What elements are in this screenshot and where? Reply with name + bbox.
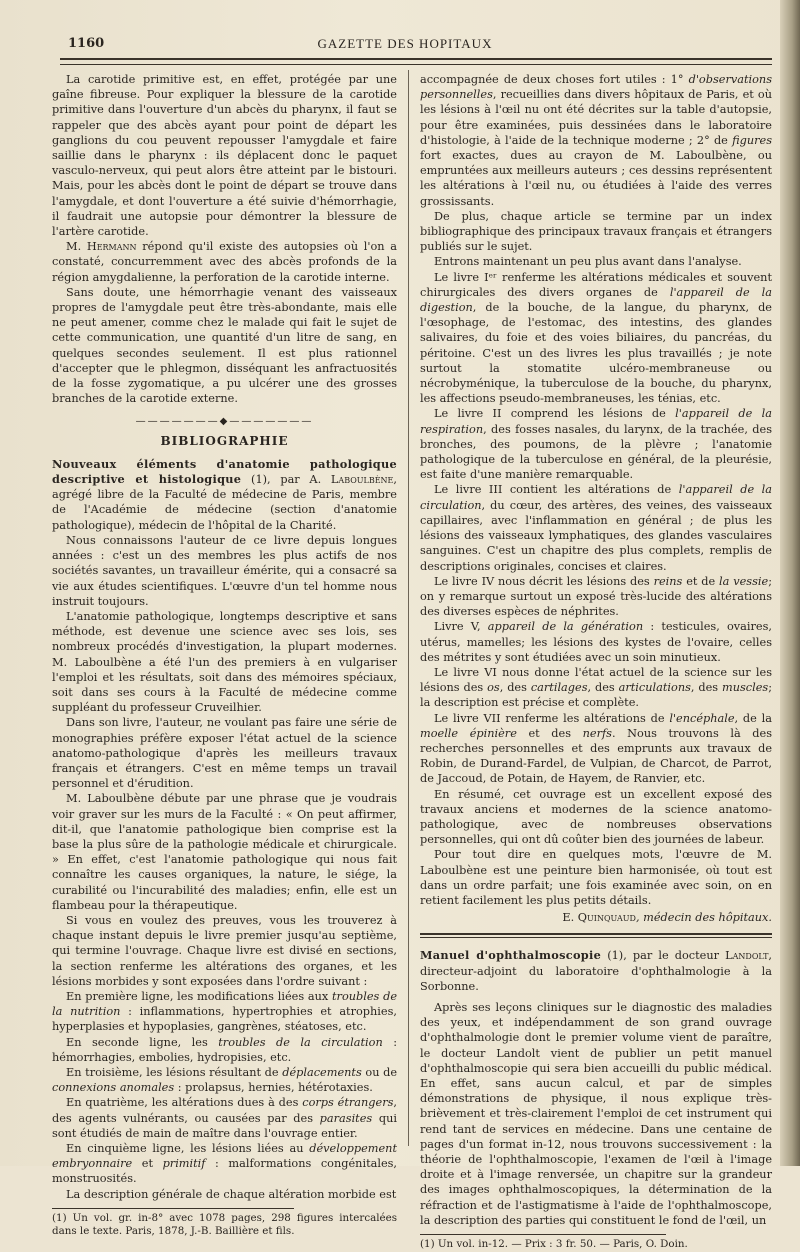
section-title: BIBLIOGRAPHIE	[160, 433, 289, 448]
paragraph: Entrons maintenant un peu plus avant dans l'analyse.	[434, 255, 742, 269]
right-column	[420, 72, 772, 1252]
paragraph: En cinquième ligne, les lésions liées au développement embryonnaire et primitif : malformations congénitales, monstruosités.	[52, 1142, 398, 1186]
paragraph: M. Laboulbène débute par une phrase que je voudrais voir graver sur les murs de la Faculté : « On peut affirmer, dit-il, que l'anatomie pathologique bien comprise est la base la plus sûre de la pathologie médicale et chirurgicale. » En effet, c'est l'anatomie pathologique qui nous fait connaître les causes organiques, la nature, le siége, la curabilité ou l'incurabilité des maladies; enfin, elle est un flambeau pour la thérapeutique.	[52, 792, 397, 912]
column-divider	[408, 70, 409, 1146]
paragraph: Livre V, appareil de la génération : testicules, ovaires, utérus, mamelles; les lésions des kystes de l'ovaire, celles des métrites y sont étudiées avec un soin minutieux.	[420, 620, 773, 664]
book-review-heading: Manuel d'ophthalmoscopie (1), par le docteur Landolt, directeur-adjoint du laboratoire d'ophthalmologie à la Sorbonne.	[420, 948, 772, 993]
paragraph: La description générale de chaque altération morbide est	[66, 1187, 397, 1201]
paragraph: De plus, chaque article se termine par un index bibliographique des principaux travaux français et étrangers publiés sur le sujet.	[420, 209, 772, 254]
paragraph: Sans doute, une hémorrhagie venant des vaisseaux propres de l'amygdale peut être très-abondante, mais elle ne peut amener, comme chez le malade qui fait le sujet de cette communication, une quantité d'un litre de sang, en quelques secondes seulement. Il est plus rationnel d'accepter que le phlegmon, disséquant les anfractuosités de la fosse zygomatique, a pu ulcérer une des grosses branches de la carotide externe.	[52, 285, 397, 406]
footnote-rule	[420, 1234, 666, 1235]
paragraph: accompagnée de deux choses fort utiles : 1° d'observations personnelles, recueillies dans divers hôpitaux de Paris, et où les lésions à l'œil nu ont été décrites sur la table d'autopsie, pour être examinées, puis dessinées dans le laboratoire d'histologie, à l'aide de la technique moderne ; 2° de figures fort exactes, dues au crayon de M. Laboulbène, ou empruntées aux meilleurs auteurs ; ces dessins représentent les altérations à l'œil nu, ou étudiées à l'aide des verres grossissants.	[420, 73, 773, 208]
paragraph: La carotide primitive est, en effet, protégée par une gaîne fibreuse. Pour expliquer la blessure de la carotide primitive dans l'ouverture d'un abcès du pharynx, il faut se rappeler que des abcès ayant pour point de départ les ganglions du cou peuvent repousser l'amygdale et faire saillie dans le pharynx : ils déplacent donc le paquet vasculo-nerveux, qui peut alors être atteint par le bistouri. Mais, pour les abcès dont le point de départ se trouve dans l'amygdale, et dont l'ouverture a été suivie d'hémorrhagie, il faudrait une autopsie pour démontrer la blessure de l'artère carotide.	[52, 73, 397, 239]
paragraph: En résumé, cet ouvrage est un excellent exposé des travaux anciens et modernes de la science anatomo-pathologique, avec de nombreuses observations personnelles, qui ont dû coûter bien des journées de labeur.	[420, 787, 772, 847]
paragraph: En quatrième, les altérations dues à des corps étrangers, des agents vulnérants, ou causées par des parasites qui sont étudiés de main de maître dans l'ouvrage entier.	[52, 1096, 398, 1140]
paragraph: Le livre IV nous décrit les lésions des reins et de la vessie; on y remarque surtout un exposé très-lucide des altérations des diverses espèces de néphrites.	[420, 574, 772, 619]
paragraph: Nous connaissons l'auteur de ce livre depuis longues années : c'est un des membres les plus actifs de nos sociétés savantes, un travailleur émérite, qui a consacré sa vie aux études scientifiques. L'œuvre d'un tel homme nous instruit toujours.	[52, 533, 397, 608]
footnote: (1) Un vol. gr. in-8° avec 1078 pages, 298 figures intercalées dans le texte. Paris, 1878, J.-B. Baillière et fils.	[52, 1211, 397, 1238]
section-separator: ———————◆———————	[135, 416, 314, 428]
paragraph: Le livre Iᵉʳ renferme les altérations médicales et souvent chirurgicales des divers organes de l'appareil de la digestion, de la bouche, de la langue, du pharynx, de l'œsophage, de l'estomac, des intestins, des glandes salivaires, du foie et des voies biliaires, du pancréas, du péritoine. C'est un des livres les plus travaillés ; je note surtout la stomatite ulcéro-membraneuse ou nécrobyménique, la tuberculose de la bouche, du pharynx, les affections pseudo-membraneuses, les ténias, etc.	[420, 270, 772, 406]
paragraph: Dans son livre, l'auteur, ne voulant pas faire une série de monographies préfère exposer l'état actuel de la science anatomo-pathologique d'après les meilleurs travaux français et étrangers. C'est en même temps un travail personnel et d'érudition.	[52, 716, 397, 791]
book-title: Nouveaux éléments d'anatomie pathologique descriptive et histologique	[52, 456, 397, 487]
paragraph: Le livre VII renferme les altérations de l'encéphale, de la moelle épinière et des nerfs. Nous trouvons là des recherches personnelles et des emprunts aux travaux de Robin, de Durand-Fardel, de Vulpian, de Charcot, de Parrot, de Jaccoud, de Potain, de Hayem, de Ranvier, etc.	[420, 711, 772, 786]
paragraph: Le livre III contient les altérations de l'appareil de la circulation, du cœur, des artères, des veines, des vaisseaux capillaires, avec l'inflammation en général ; de plus les lésions des vaisseaux lymphatiques, des glandes vasculaires sanguines. C'est un chapitre des plus complets, remplis de descriptions originales, concises et claires.	[420, 483, 773, 573]
header-rule	[60, 58, 772, 65]
section-rule	[420, 933, 772, 938]
paragraph: En seconde ligne, les troubles de la circulation : hémorrhagies, embolies, hydropisies, etc.	[52, 1035, 397, 1064]
paragraph: Le livre II comprend les lésions de l'appareil de la respiration, des fosses nasales, du larynx, de la trachée, des bronches, des poumons, de la plèvre ; l'anatomie pathologique de la tuberculose en général, de la pleurésie, est faite d'une manière remarquable.	[420, 407, 772, 482]
journal-title: GAZETTE DES HOPITAUX	[317, 36, 493, 51]
review-signature: E. Quinquaud, médecin des hôpitaux.	[562, 911, 772, 925]
page-spine-shadow	[780, 0, 800, 1166]
paragraph: Le livre VI nous donne l'état actuel de la science sur les lésions des os, des cartilages, des articulations, des muscles; la description est précise et complète.	[420, 665, 773, 710]
paragraph: Si vous en voulez des preuves, vous les trouverez à chaque instant depuis le livre premier jusqu'au septième, qui termine l'ouvrage. Chaque livre est divisé en sections, la section renferme les altérations des organes, et les lésions morbides y sont exposées dans l'ordre suivant :	[52, 913, 397, 988]
book-review-heading: Nouveaux éléments d'anatomie pathologique descriptive et histologique (1), par A. Laboulbène, agrégé libre de la Faculté de médecine de Paris, membre de l'Académie de médecine (section d'anatomie pathologique), médecin de l'hôpital de la Charité.	[52, 456, 397, 532]
book-title: Manuel d'ophthalmoscopie	[420, 948, 602, 963]
paragraph: En première ligne, les modifications liées aux troubles de la nutrition : inflammations, hypertrophies et atrophies, hyperplasies et hypoplasies, gangrènes, stéatoses, etc.	[52, 989, 398, 1034]
paragraph: En troisième, les lésions résultant de déplacements ou de connexions anomales : prolapsus, hernies, hétérotaxies.	[52, 1066, 398, 1095]
footnote: (1) Un vol. in-12. — Prix : 3 fr. 50. — Paris, O. Doin.	[420, 1238, 688, 1251]
paragraph: Pour tout dire en quelques mots, l'œuvre de M. Laboulbène est une peinture bien harmonisée, où tout est dans un ordre parfait; une fois examinée avec soin, on en retient facilement les plus petits détails.	[420, 848, 772, 907]
book-author: Laboulbène	[330, 473, 394, 487]
book-author: Landolt	[725, 949, 769, 963]
paragraph: L'anatomie pathologique, longtemps descriptive et sans méthode, est devenue une science avec ses lois, ses nombreux procédés d'investigation, la plupart modernes. M. Laboulbène a été l'un des premiers à en vulgariser l'emploi et les résultats, soit dans des mémoires spéciaux, soit dans ses cours à la Faculté de médecine comme suppléant du professeur Cruveilhier.	[52, 609, 397, 715]
paragraph: Après ses leçons cliniques sur le diagnostic des maladies des yeux, et indépendamment de son grand ouvrage d'ophthalmologie dont le premier volume vient de paraître, le docteur Landolt vient de publier un petit manuel d'ophthalmoscopie qui sera bien accueilli du public médical. En effet, sans aucun calcul, et par de simples démonstrations de physique, il nous explique très-brièvement et très-clairement l'emploi de cet instrument qui rend tant de services en médecine. Dans une centaine de pages d'un format in-12, nous trouvons successivement : la théorie de l'ophthalmoscopie, l'examen de l'œil à l'image droite et à l'image renversée, un chapitre sur la grandeur des images ophthalmoscopiques, la détermination de la réfraction et de l'astigmatisme à l'aide de l'ophthalmoscope, la description des parties qui constituent le fond de l'œil, un	[420, 1000, 772, 1227]
speaker-name: M. Hermann	[66, 240, 137, 254]
paragraph: M. Hermann répond qu'il existe des autopsies où l'on a constaté, concurremment avec des abcès profonds de la région amygdalienne, la perforation de la carotide interne.	[52, 240, 398, 284]
page-number: 1160	[68, 36, 105, 51]
footnote-rule	[52, 1208, 294, 1209]
page-header	[40, 30, 770, 56]
left-column	[52, 72, 397, 1239]
